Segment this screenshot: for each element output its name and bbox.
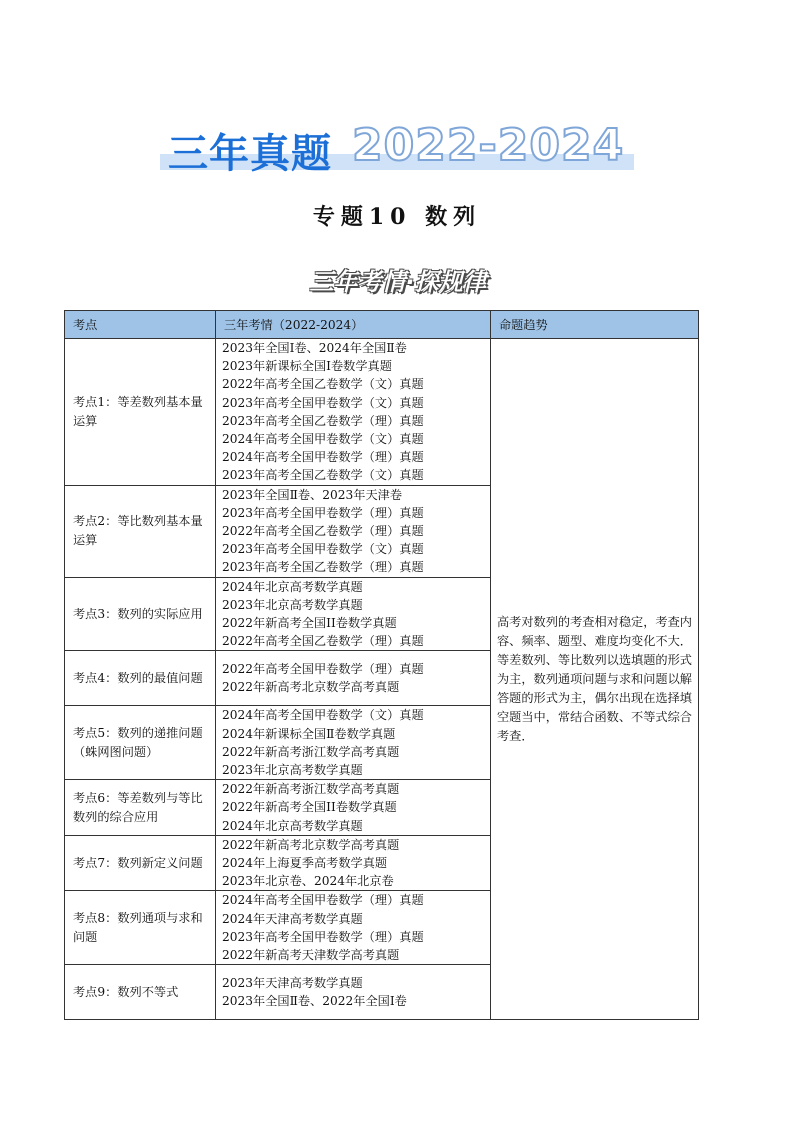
kaodian-cell: 考点1：等差数列基本量运算 — [65, 339, 216, 486]
kaoqing-cell — [216, 835, 491, 891]
exam-source-line: 2024年高考全国甲卷数学（文）真题 — [222, 432, 424, 447]
table-header-row — [65, 311, 699, 339]
exam-source-line: 2024年天津高考数学真题 — [222, 911, 363, 926]
kaodian-cell: 考点2：等比数列基本量运算 — [65, 485, 216, 577]
exam-source-line: 2023年高考全国甲卷数学（文）真题 — [222, 542, 424, 557]
section-tag-label: 三年考情·探规律 — [309, 268, 487, 296]
kaodian-cell: 考点8：数列通项与求和问题 — [65, 891, 216, 965]
exam-source-line: 2023年北京高考数学真题 — [222, 763, 363, 778]
exam-source-line: 2022年高考全国甲卷数学（理）真题 — [222, 662, 424, 677]
exam-source-line: 2023年高考全国乙卷数学（理）真题 — [222, 560, 424, 575]
exam-source-line: 2023年高考全国甲卷数学（理）真题 — [222, 929, 424, 944]
exam-source-line: 2023年全国Ⅱ卷、2023年天津卷 — [222, 487, 403, 502]
exam-source-line: 2022年新高考北京数学高考真题 — [222, 837, 400, 852]
exam-point-table — [64, 310, 699, 1020]
kaoqing-cell — [216, 485, 491, 577]
kaoqing-cell — [216, 891, 491, 965]
exam-source-line: 2024年新课标全国Ⅱ卷数学真题 — [222, 726, 396, 741]
exam-source-line: 2023年全国Ⅰ卷、2024年全国Ⅱ卷 — [222, 341, 407, 355]
kaoqing-cell — [216, 780, 491, 836]
exam-source-line: 2022年高考全国乙卷数学（理）真题 — [222, 634, 424, 649]
header-kaoqing: 三年考情（2022-2024） — [216, 311, 491, 339]
kaoqing-cell — [216, 965, 491, 1020]
header-kaodian: 考点 — [65, 311, 216, 339]
header-trend: 命题趋势 — [491, 311, 699, 339]
kaodian-cell: 考点3：数列的实际应用 — [65, 577, 216, 651]
exam-source-line: 2024年北京高考数学真题 — [222, 579, 363, 594]
exam-source-line: 2024年北京高考数学真题 — [222, 818, 363, 833]
kaodian-cell: 考点6：等差数列与等比数列的综合应用 — [65, 780, 216, 836]
exam-source-line: 2024年高考全国甲卷数学（理）真题 — [222, 893, 424, 908]
exam-source-line: 2024年上海夏季高考数学真题 — [222, 856, 388, 871]
page-subtitle: 专题10 数列 — [312, 204, 482, 230]
exam-source-line: 2023年北京卷、2024年北京卷 — [222, 874, 394, 889]
exam-source-line: 2023年高考全国甲卷数学（理）真题 — [222, 505, 424, 520]
exam-source-line: 2023年全国Ⅱ卷、2022年全国Ⅰ卷 — [222, 994, 407, 1009]
trend-cell: 高考对数列的考查相对稳定，考查内容、频率、题型、难度均变化不大．等差数列、等比数列以选填题的形式为主，数列通项问题与求和问题以解答题的形式为主，偶尔出现在选择填空题当中，常结合函数、不等式综合考查． — [491, 339, 699, 1020]
kaodian-cell: 考点9：数列不等式 — [65, 965, 216, 1020]
exam-source-line: 2024年高考全国甲卷数学（理）真题 — [222, 450, 424, 465]
exam-source-line: 2022年新高考浙江数学高考真题 — [222, 782, 400, 797]
exam-source-line: 2023年高考全国甲卷数学（文）真题 — [222, 395, 424, 410]
table-body — [65, 339, 699, 1020]
exam-source-line: 2022年高考全国乙卷数学（理）真题 — [222, 524, 424, 539]
section-tag — [278, 262, 518, 296]
banner-title-cn: 三年真题 — [168, 131, 332, 177]
exam-source-line: 2022年新高考浙江数学高考真题 — [222, 744, 400, 759]
kaoqing-cell — [216, 339, 491, 486]
exam-source-line: 2023年高考全国乙卷数学（理）真题 — [222, 413, 424, 428]
exam-source-line: 2022年新高考全国II卷数学真题 — [222, 616, 397, 631]
kaoqing-cell — [216, 651, 491, 706]
kaodian-cell: 考点5：数列的递推问题（蛛网图问题） — [65, 706, 216, 780]
banner-title-years: 2022-2024 — [352, 120, 625, 171]
exam-source-line: 2023年北京高考数学真题 — [222, 597, 363, 612]
exam-source-line: 2022年新高考全国II卷数学真题 — [222, 800, 397, 815]
exam-source-line: 2023年新课标全国Ⅰ卷数学真题 — [222, 359, 392, 374]
title-banner — [160, 118, 634, 176]
kaodian-cell: 考点4：数列的最值问题 — [65, 651, 216, 706]
exam-source-line: 2022年新高考天津数学高考真题 — [222, 948, 400, 963]
kaodian-cell: 考点7：数列新定义问题 — [65, 835, 216, 891]
exam-source-line: 2024年高考全国甲卷数学（文）真题 — [222, 708, 424, 723]
kaoqing-cell — [216, 706, 491, 780]
exam-source-line: 2023年高考全国乙卷数学（文）真题 — [222, 468, 424, 483]
exam-source-line: 2022年新高考北京数学高考真题 — [222, 680, 400, 695]
kaoqing-cell — [216, 577, 491, 651]
table-row — [65, 339, 699, 486]
exam-source-line: 2022年高考全国乙卷数学（文）真题 — [222, 377, 424, 392]
exam-source-line: 2023年天津高考数学真题 — [222, 976, 363, 991]
